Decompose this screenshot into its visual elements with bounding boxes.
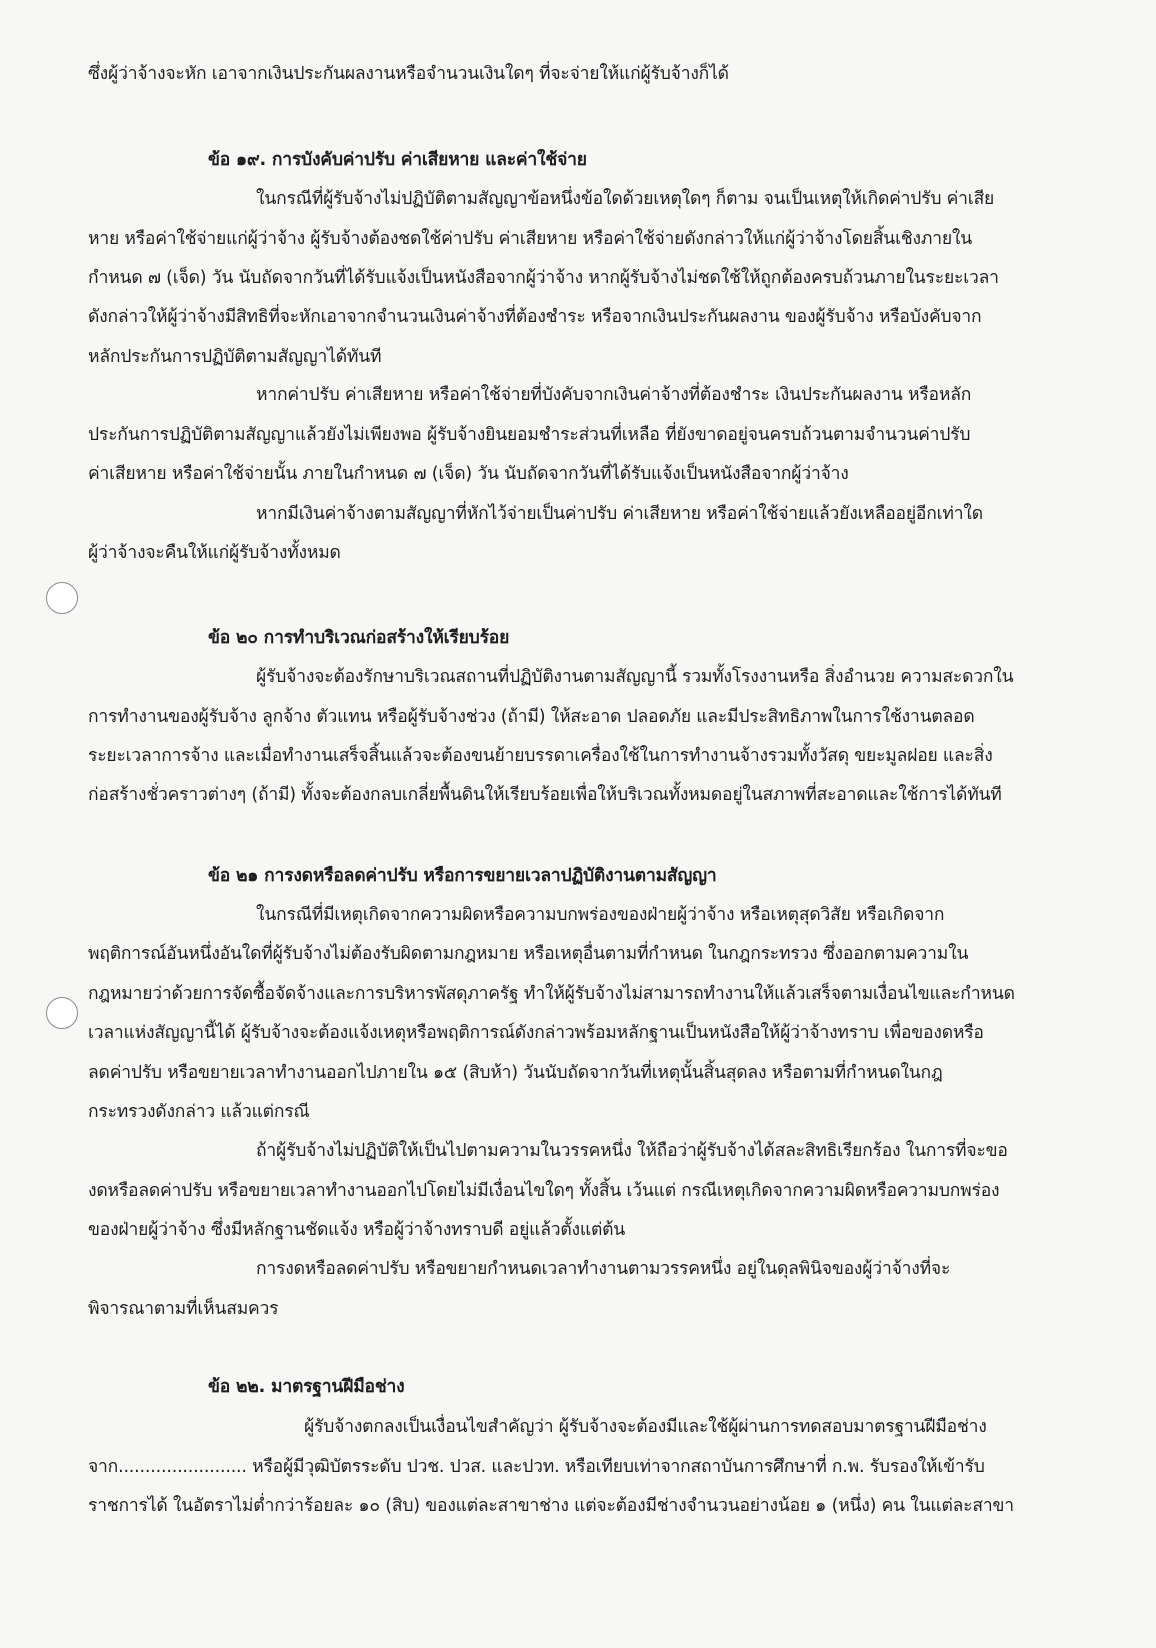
paragraph-line: ซึ่งผู้ว่าจ้างจะหัก เอาจากเงินประกันผลงานหรือจำนวนเงินใดๆ ที่จะจ่ายให้แก่ผู้รับจ้างก็ได้ [88, 64, 729, 84]
punch-hole-bottom [46, 997, 78, 1029]
paragraph-line: ของฝ่ายผู้ว่าจ้าง ซึ่งมีหลักฐานชัดแจ้ง หรือผู้ว่าจ้างทราบดี อยู่แล้วตั้งแต่ต้น [88, 1220, 626, 1240]
paragraph-line: ในกรณีที่มีเหตุเกิดจากความผิดหรือความบกพร่องของฝ่ายผู้ว่าจ้าง หรือเหตุสุดวิสัย หรือเกิดจาก [256, 905, 945, 925]
punch-hole-top [46, 582, 78, 614]
paragraph-line: ในกรณีที่ผู้รับจ้างไม่ปฏิบัติตามสัญญาข้อหนึ่งข้อใดด้วยเหตุใดๆ ก็ตาม จนเป็นเหตุให้เกิดค่าปรับ ค่าเสีย [256, 189, 995, 209]
paragraph-line: หลักประกันการปฏิบัติตามสัญญาได้ทันที [88, 347, 382, 367]
paragraph-line: การทำงานของผู้รับจ้าง ลูกจ้าง ตัวแทน หรือผู้รับจ้างช่วง (ถ้ามี) ให้สะอาด ปลอดภัย และมีประสิทธิภาพในการใช้งานตลอด [88, 707, 975, 727]
section-21-heading: ข้อ ๒๑ การงดหรือลดค่าปรับ หรือการขยายเวลาปฏิบัติงานตามสัญญา [208, 866, 717, 886]
paragraph-line: กฎหมายว่าด้วยการจัดซื้อจัดจ้างและการบริหารพัสดุภาครัฐ ทำให้ผู้รับจ้างไม่สามารถทำงานให้แล้วเสร็จตามเงื่อนไขและกำหนด [88, 984, 1015, 1004]
paragraph-line: ผู้ว่าจ้างจะคืนให้แก่ผู้รับจ้างทั้งหมด [88, 543, 341, 563]
paragraph-line: หาย หรือค่าใช้จ่ายแก่ผู้ว่าจ้าง ผู้รับจ้างต้องชดใช้ค่าปรับ ค่าเสียหาย หรือค่าใช้จ่ายดังกล่าวให้แก่ผู้ว่าจ้างโดยสิ้นเชิงภายใน [88, 229, 972, 249]
paragraph-line: ราชการได้ ในอัตราไม่ต่ำกว่าร้อยละ ๑๐ (สิบ) ของแต่ละสาขาช่าง แต่จะต้องมีช่างจำนวนอย่างน้อย ๑ (หนึ่ง) คน ในแต่ละสาขา [88, 1496, 1014, 1516]
paragraph-line: ผู้รับจ้างจะต้องรักษาบริเวณสถานที่ปฏิบัติงานตามสัญญานี้ รวมทั้งโรงงานหรือ สิ่งอำนวย ความสะดวกใน [256, 667, 1014, 687]
paragraph-line: หากค่าปรับ ค่าเสียหาย หรือค่าใช้จ่ายที่บังคับจากเงินค่าจ้างที่ต้องชำระ เงินประกันผลงาน หรือหลัก [256, 385, 972, 405]
paragraph-line: ประกันการปฏิบัติตามสัญญาแล้วยังไม่เพียงพอ ผู้รับจ้างยินยอมชำระส่วนที่เหลือ ที่ยังขาดอยู่จนครบถ้วนตามจำนวนค่าปรับ [88, 425, 971, 445]
paragraph-line: ผู้รับจ้างตกลงเป็นเงื่อนไขสำคัญว่า ผู้รับจ้างจะต้องมีและใช้ผู้ผ่านการทดสอบมาตรฐานฝีมือช่าง [304, 1417, 987, 1437]
paragraph-line: ระยะเวลาการจ้าง และเมื่อทำงานเสร็จสิ้นแล้วจะต้องขนย้ายบรรดาเครื่องใช้ในการทำงานจ้างรวมทั้งวัสดุ ขยะมูลฝอย และสิ่ง [88, 746, 993, 766]
paragraph-line: ดังกล่าวให้ผู้ว่าจ้างมีสิทธิที่จะหักเอาจากจำนวนเงินค่าจ้างที่ต้องชำระ หรือจากเงินประกันผลงาน ของผู้รับจ้าง หรือบังคับจาก [88, 307, 982, 327]
paragraph-line: การงดหรือลดค่าปรับ หรือขยายกำหนดเวลาทำงานตามวรรคหนึ่ง อยู่ในดุลพินิจของผู้ว่าจ้างที่จะ [256, 1259, 951, 1279]
paragraph-line: ค่าเสียหาย หรือค่าใช้จ่ายนั้น ภายในกำหนด ๗ (เจ็ด) วัน นับถัดจากวันที่ได้รับแจ้งเป็นหนังสือจากผู้ว่าจ้าง [88, 464, 849, 484]
paragraph-line: จาก........................ หรือผู้มีวุฒิบัตรระดับ ปวช. ปวส. และปวท. หรือเทียบเท่าจากสถาบันการศึกษาที่ ก.พ. รับรองให้เข้ารับ [88, 1457, 985, 1477]
paragraph-line: กระทรวงดังกล่าว แล้วแต่กรณี [88, 1102, 310, 1122]
paragraph-line: พฤติการณ์อันหนึ่งอันใดที่ผู้รับจ้างไม่ต้องรับผิดตามกฎหมาย หรือเหตุอื่นตามที่กำหนด ในกฎกระทรวง ซึ่งออกตามความใน [88, 944, 969, 964]
section-19-heading: ข้อ ๑๙. การบังคับค่าปรับ ค่าเสียหาย และค่าใช้จ่าย [208, 150, 587, 170]
section-22-heading: ข้อ ๒๒. มาตรฐานฝีมือช่าง [208, 1377, 405, 1397]
section-20-heading: ข้อ ๒๐ การทำบริเวณก่อสร้างให้เรียบร้อย [208, 628, 510, 648]
paragraph-line: ลดค่าปรับ หรือขยายเวลาทำงานออกไปภายใน ๑๕ (สิบห้า) วันนับถัดจากวันที่เหตุนั้นสิ้นสุดลง หรือตามที่กำหนดในกฎ [88, 1063, 943, 1083]
paragraph-line: เวลาแห่งสัญญานี้ได้ ผู้รับจ้างจะต้องแจ้งเหตุหรือพฤติการณ์ดังกล่าวพร้อมหลักฐานเป็นหนังสือให้ผู้ว่าจ้างทราบ เพื่อของดหรือ [88, 1023, 984, 1043]
paragraph-line: งดหรือลดค่าปรับ หรือขยายเวลาทำงานออกไปโดยไม่มีเงื่อนไขใดๆ ทั้งสิ้น เว้นแต่ กรณีเหตุเกิดจากความผิดหรือความบกพร่อง [88, 1181, 1000, 1201]
paragraph-line: หากมีเงินค่าจ้างตามสัญญาที่หักไว้จ่ายเป็นค่าปรับ ค่าเสียหาย หรือค่าใช้จ่ายแล้วยังเหลืออยู่อีกเท่าใด [256, 504, 983, 524]
paragraph-line: ถ้าผู้รับจ้างไม่ปฏิบัติให้เป็นไปตามความในวรรคหนึ่ง ให้ถือว่าผู้รับจ้างได้สละสิทธิเรียกร้อง ในการที่จะขอ [256, 1141, 1008, 1161]
paragraph-line: กำหนด ๗ (เจ็ด) วัน นับถัดจากวันที่ได้รับแจ้งเป็นหนังสือจากผู้ว่าจ้าง หากผู้รับจ้างไม่ชดใช้ให้ถูกต้องครบถ้วนภายในระยะเวลา [88, 268, 999, 288]
paragraph-line: ก่อสร้างชั่วคราวต่างๆ (ถ้ามี) ทั้งจะต้องกลบเกลี่ยพื้นดินให้เรียบร้อยเพื่อให้บริเวณทั้งหมดอยู่ในสภาพที่สะอาดและใช้การได้ทันที [88, 785, 1002, 805]
paragraph-line: พิจารณาตามที่เห็นสมควร [88, 1299, 279, 1319]
